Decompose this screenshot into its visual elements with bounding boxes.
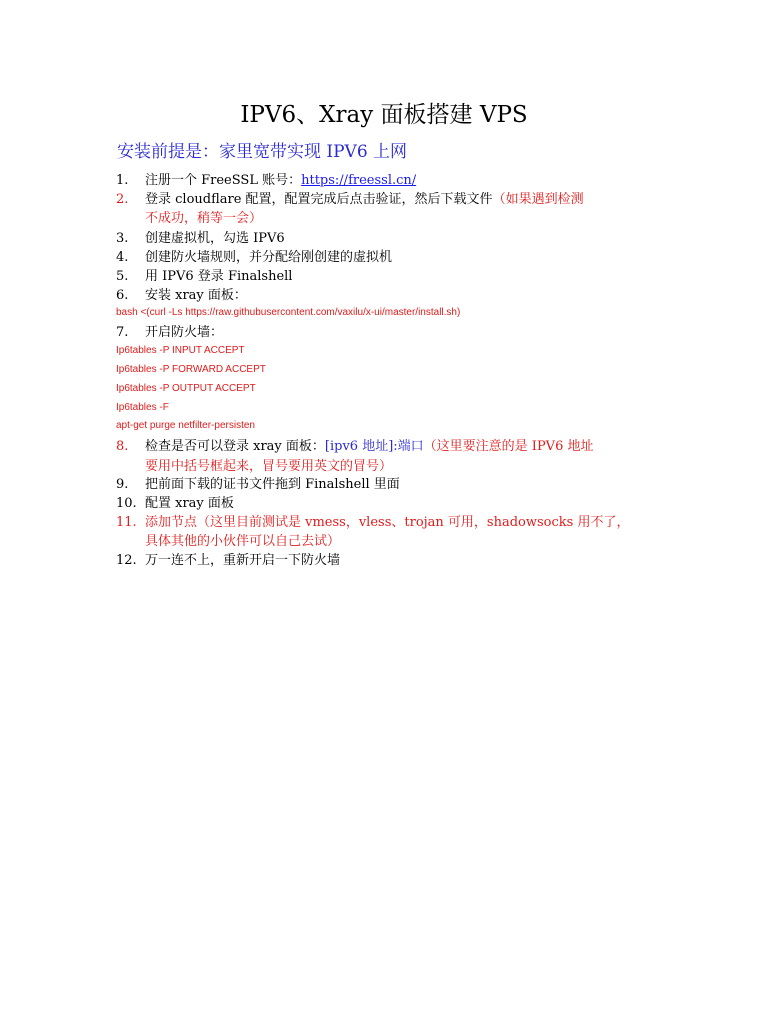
item-number: 6. — [116, 288, 129, 303]
item-number: 8. — [116, 439, 129, 454]
item-number: 12. — [116, 553, 137, 568]
document-page: IPV6、Xray 面板搭建 VPS 安装前提是：家里宽带实现 IPV6 上网 1. 注册一个 FreeSSL 账号：https://freessl.cn/ 2. 登录 cloudflare 配置，配置完成后点击验证，然后下载文件（如果遇到检测 不成功，稍等一会） 3. 创建虚拟机，勾选 IPV6 4. 创建防火墙规则，并分配给刚创建的虚拟机 5. 用 IPV6 登录 Finalshell 6. 安装 xray 面板： bash <(curl -Ls https://raw.githubusercontent.com/vaxilu/x-ui/master/install.sh) 7. 开启防火墙： Ip6tables -P INPUT ACCEPT Ip6tables -P FORWARD ACCEPT Ip6tables -P OUTPUT ACCEPT Ip6tables -F apt-get purge netfilter-persisten 8. 检查是否可以登录 xray 面板：[ipv6 地址]:端口（这里要注意的是 IPV6 地址 要用中括号框起来，冒号要用英文的冒号） 9. 把前面下载的证书文件拖到 Finalshell 里面 10. 配置 xray 面板 11. 添加节点（这里目前测试是 vmess，vless、trojan 可用，shadowsocks 用不了， 具体其他的小伙伴可以自己去试） 12. 万一连不上，重新开启一下防火墙 — [0, 0, 768, 1024]
item-note: （这里要注意的是 IPV6 地址 — [423, 439, 594, 454]
item-text: 把前面下载的证书文件拖到 Finalshell 里面 — [145, 477, 400, 492]
item-number: 5. — [116, 269, 129, 284]
item-text: 开启防火墙： — [145, 325, 224, 340]
item-note: （如果遇到检测 — [492, 192, 584, 207]
item-text: 用 IPV6 登录 Finalshell — [145, 269, 293, 284]
ipv6-address-port: [ipv6 地址]:端口 — [324, 439, 424, 454]
item-number: 10. — [116, 496, 137, 511]
item-text: 创建虚拟机，勾选 IPV6 — [145, 231, 285, 246]
item-text: 登录 cloudflare 配置，配置完成后点击验证，然后下载文件 — [145, 192, 493, 207]
item-text: 万一连不上，重新开启一下防火墙 — [145, 553, 341, 568]
item-text: 安装 xray 面板： — [145, 288, 247, 303]
item-text: 检查是否可以登录 xray 面板： — [145, 439, 325, 454]
prerequisite-heading: 安装前提是：家里宽带实现 IPV6 上网 — [117, 142, 408, 162]
firewall-command: Ip6tables -P FORWARD ACCEPT — [116, 364, 266, 375]
firewall-command: Ip6tables -P OUTPUT ACCEPT — [116, 383, 256, 394]
install-command: bash <(curl -Ls https://raw.githubusercontent.com/vaxilu/x-ui/master/install.sh) — [116, 307, 461, 318]
item-text: 创建防火墙规则，并分配给刚创建的虚拟机 — [145, 250, 393, 265]
item-text: 注册一个 FreeSSL 账号： — [145, 173, 302, 188]
firewall-command: Ip6tables -F — [116, 402, 169, 413]
item-number: 2. — [116, 192, 129, 207]
page-title: IPV6、Xray 面板搭建 VPS — [240, 102, 528, 128]
item-number: 9. — [116, 477, 129, 492]
item-number: 7. — [116, 325, 129, 340]
firewall-command: apt-get purge netfilter-persisten — [116, 420, 255, 431]
item-number: 4. — [116, 250, 129, 265]
freessl-link[interactable]: https://freessl.cn/ — [301, 173, 417, 188]
item-number: 3. — [116, 231, 129, 246]
item-number: 1. — [116, 173, 129, 188]
item-text: 添加节点（这里目前测试是 vmess，vless、trojan 可用，shadowsocks 用不了， — [145, 515, 630, 530]
item-text: 配置 xray 面板 — [145, 496, 234, 511]
item-number: 11. — [116, 515, 137, 530]
firewall-command: Ip6tables -P INPUT ACCEPT — [116, 345, 245, 356]
